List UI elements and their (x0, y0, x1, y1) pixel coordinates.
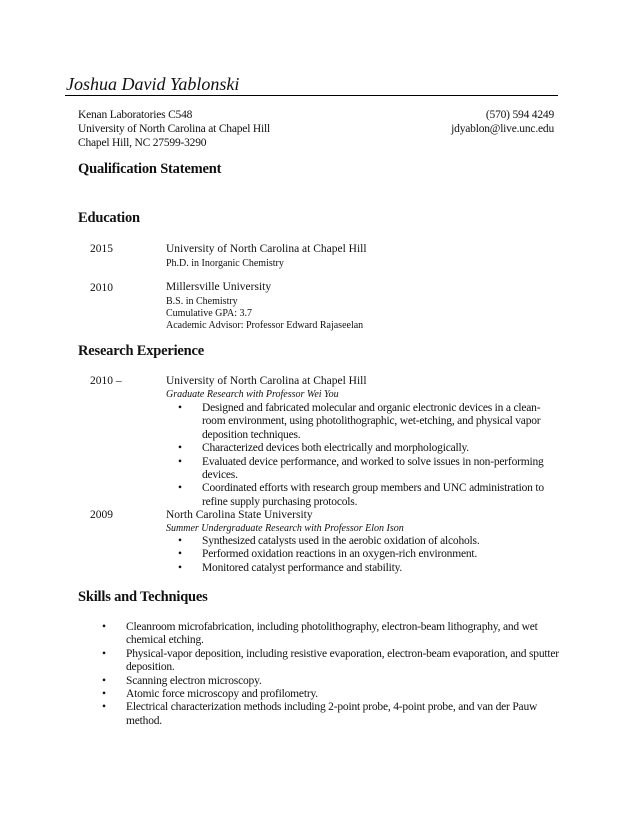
list-item: • Characterized devices both electrically and morphologically. (166, 442, 556, 455)
research-organization: North Carolina State University (166, 509, 313, 521)
education-gpa: Cumulative GPA: 3.7 (166, 308, 253, 319)
list-item: • Atomic force microscopy and profilometry. (90, 688, 560, 701)
address-block (78, 108, 270, 150)
research-year: 2010 – (90, 375, 122, 387)
list-item: • Monitored catalyst performance and stability. (166, 562, 556, 575)
contact-block (451, 108, 554, 136)
research-entry (166, 375, 367, 401)
education-school: Millersville University (166, 281, 272, 293)
research-role: Summer Undergraduate Research with Professor Elon Ison (166, 523, 404, 534)
education-degree: B.S. in Chemistry (166, 296, 238, 307)
list-item: • Coordinated efforts with research group members and UNC administration to refine supply purchasing protocols. (166, 482, 556, 509)
address-line-3: Chapel Hill, NC 27599-3290 (78, 137, 207, 149)
education-degree: Ph.D. in Inorganic Chemistry (166, 258, 284, 269)
list-item: • Physical-vapor deposition, including resistive evaporation, electron-beam evaporation, and sputter deposition. (90, 648, 560, 675)
list-item: • Performed oxidation reactions in an oxygen-rich environment. (166, 548, 556, 561)
research-organization: University of North Carolina at Chapel Hill (166, 375, 367, 387)
header-divider (65, 95, 558, 96)
skills-bullet-list (90, 621, 560, 728)
section-heading-skills: Skills and Techniques (78, 589, 208, 605)
email-address[interactable]: jdyablon@live.unc.edu (451, 123, 554, 135)
list-item: • Cleanroom microfabrication, including photolithography, electron-beam lithography, and wet chemical etching. (90, 621, 560, 648)
list-item: • Synthesized catalysts used in the aerobic oxidation of alcohols. (166, 535, 556, 548)
education-year: 2015 (90, 243, 113, 255)
list-item: • Designed and fabricated molecular and organic electronic devices in a clean-room environment, using photolithographic, wet-etching, and physical vapor deposition techniques. (166, 402, 556, 442)
section-heading-qualification: Qualification Statement (78, 161, 222, 177)
list-item: • Electrical characterization methods including 2-point probe, 4-point probe, and van der Pauw method. (90, 701, 560, 728)
research-bullet-list (166, 402, 556, 509)
list-item: • Evaluated device performance, and worked to solve issues in non-performing devices. (166, 456, 556, 483)
education-advisor: Academic Advisor: Professor Edward Rajaseelan (166, 320, 364, 331)
education-entry (166, 243, 367, 270)
research-entry (166, 509, 404, 535)
education-year: 2010 (90, 282, 113, 294)
address-line-2: University of North Carolina at Chapel Hill (78, 123, 270, 135)
candidate-name: Joshua David Yablonski (66, 74, 240, 94)
research-bullet-list (166, 535, 556, 575)
address-line-1: Kenan Laboratories C548 (78, 109, 193, 121)
phone-number: (570) 594 4249 (485, 109, 554, 121)
education-school: University of North Carolina at Chapel Hill (166, 243, 367, 255)
section-heading-research: Research Experience (78, 343, 204, 359)
list-item: • Scanning electron microscopy. (90, 675, 560, 688)
research-role: Graduate Research with Professor Wei You (166, 389, 339, 400)
research-year: 2009 (90, 509, 113, 521)
education-entry (166, 281, 363, 332)
section-heading-education: Education (78, 210, 140, 226)
